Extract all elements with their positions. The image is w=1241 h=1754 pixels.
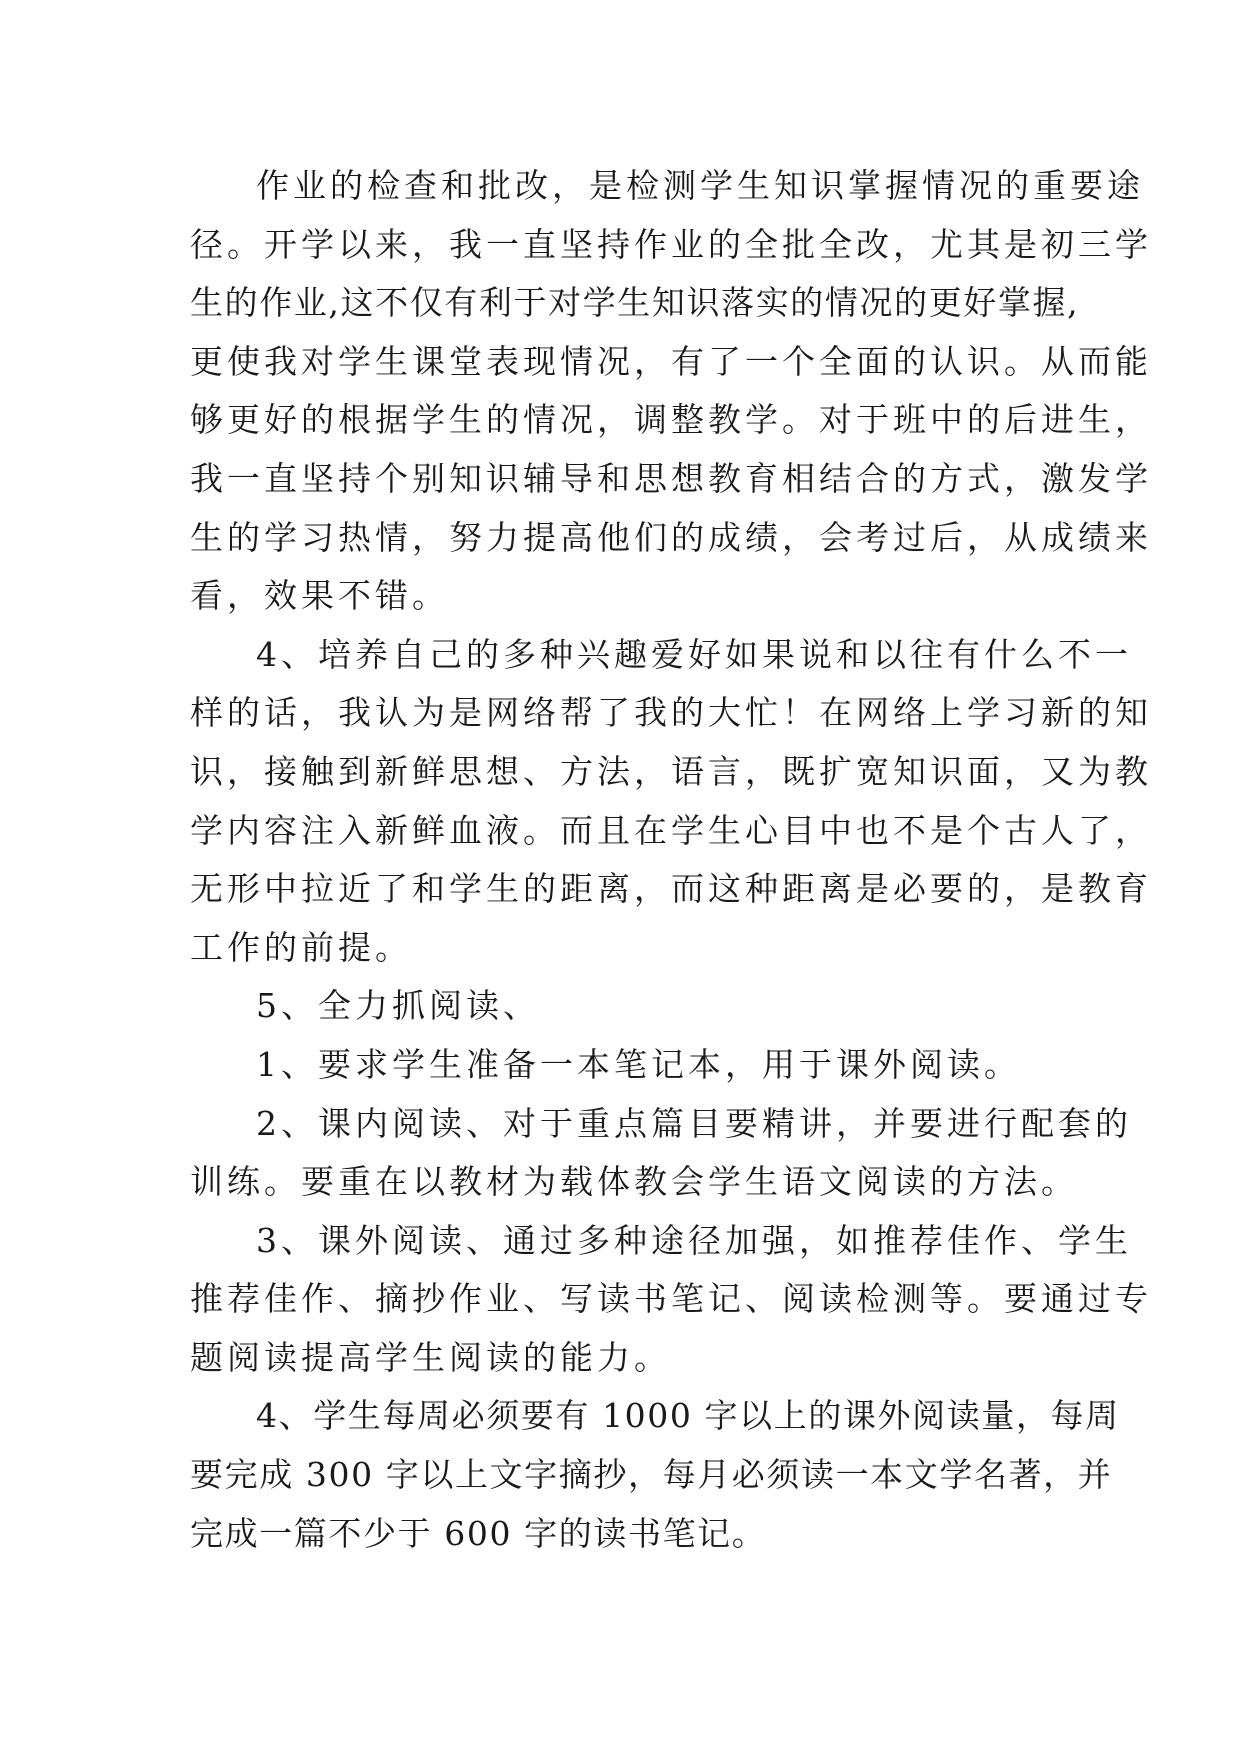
body-line: 生的学习热情，努力提高他们的成绩，会考过后，从成绩来 [190,517,1152,557]
body-line: 要完成 300 字以上文字摘抄，每月必须读一本文学名著，并 [190,1455,1113,1495]
document-body [190,157,1152,1563]
body-line: 学内容注入新鲜血液。而且在学生心目中也不是个古人了， [190,810,1152,850]
body-line: 作业的检查和批改，是检测学生知识掌握情况的重要途 [256,166,1144,205]
body-line: 推荐佳作、摘抄作业、写读书笔记、阅读检测等。要通过专 [190,1279,1152,1319]
body-line: 4、学生每周必须要有 1000 字以上的课外阅读量，每周 [256,1396,1120,1436]
body-line: 2、课内阅读、对于重点篇目要精讲，并要进行配套的 [256,1103,1132,1143]
body-line: 径。开学以来，我一直坚持作业的全批全改，尤其是初三学 [190,224,1152,264]
body-line: 工作的前提。 [190,927,412,967]
body-line: 看，效果不错。 [190,576,449,616]
body-line: 5、全力抓阅读、 [256,986,540,1026]
body-line: 4、培养自己的多种兴趣爱好如果说和以往有什么不一 [256,634,1132,674]
body-line: 识，接触到新鲜思想、方法，语言，既扩宽知识面，又为教 [190,751,1152,791]
body-line: 3、课外阅读、通过多种途径加强，如推荐佳作、学生 [256,1220,1132,1260]
body-line: 训练。要重在以教材为载体教会学生语文阅读的方法。 [190,1162,1078,1202]
body-line: 题阅读提高学生阅读的能力。 [190,1337,671,1377]
body-line: 够更好的根据学生的情况，调整教学。对于班中的后进生， [190,400,1152,440]
body-line: 无形中拉近了和学生的距离，而这种距离是必要的，是教育 [190,869,1152,909]
body-line: 样的话，我认为是网络帮了我的大忙！在网络上学习新的知 [190,693,1152,733]
body-line: 更使我对学生课堂表现情况，有了一个全面的认识。从而能 [190,341,1152,381]
body-line: 生的作业,这不仅有利于对学生知识落实的情况的更好掌握, [190,283,1080,323]
body-line: 完成一篇不少于 600 字的读书笔记。 [190,1513,767,1553]
body-line: 1、要求学生准备一本笔记本，用于课外阅读。 [256,1044,1021,1084]
body-line: 我一直坚持个别知识辅导和思想教育相结合的方式，激发学 [190,458,1152,498]
